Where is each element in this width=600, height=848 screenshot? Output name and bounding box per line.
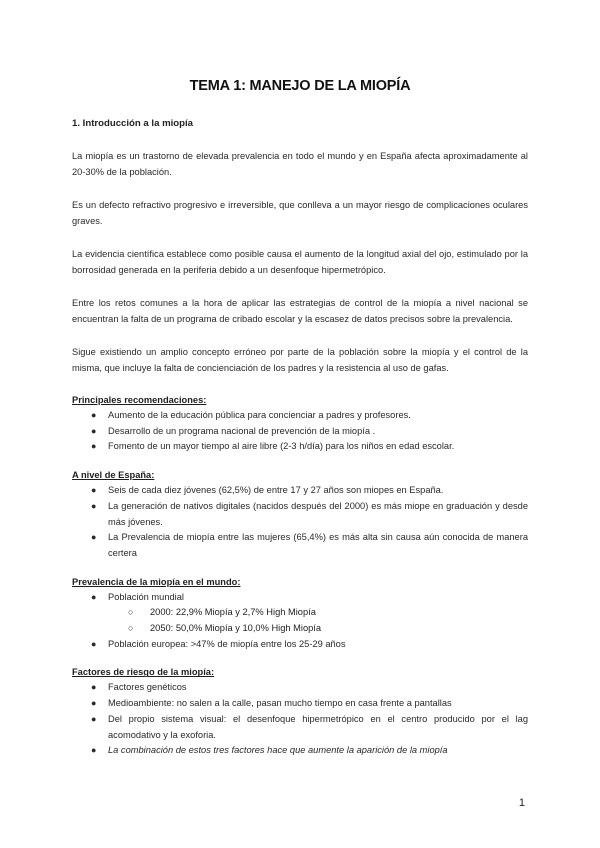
page-number: 1	[518, 797, 525, 809]
circle-bullet-icon: ○	[128, 607, 134, 618]
paragraph-prevalence: La miopía es un trastorno de elevada prevalencia en todo el mundo y en España afecta aproximadamente al 20-30% de la población.	[72, 151, 528, 177]
page-title: TEMA 1: MANEJO DE LA MIOPÍA	[189, 78, 411, 94]
paragraph-defect: Es un defecto refractivo progresivo e irreversible, que conlleva a un mayor riesgo de complicaciones oculares graves.	[72, 200, 528, 226]
list-item: ● La Prevalencia de miopía entre las mujeres (65,4%) es más alta sin causa aún conocida de manera certera	[91, 532, 528, 558]
world-list	[72, 590, 528, 606]
bullet-icon: ●	[91, 591, 97, 602]
bullet-icon: ●	[91, 441, 97, 452]
list-item: ● La combinación de estos tres factores hace que aumente la aparición de la miopía	[72, 743, 528, 759]
list-item: ● Seis de cada diez jóvenes (62,5%) de entre 17 y 27 años son miopes en España.	[72, 483, 528, 499]
bullet-icon: ●	[91, 682, 97, 693]
recommendations-list	[72, 408, 528, 455]
sub-list-item: ○ 2000: 22,9% Miopía y 2,7% High Miopía	[72, 605, 528, 621]
bullet-icon: ●	[91, 745, 97, 756]
list-item: ● Medioambiente: no salen a la calle, pasan mucho tiempo en casa frente a pantallas	[72, 696, 528, 712]
list-item: ● Población mundial	[72, 590, 528, 606]
spain-list	[72, 483, 528, 562]
risk-list	[72, 680, 528, 759]
subheading-spain: A nivel de España:	[72, 470, 155, 481]
circle-bullet-icon: ○	[128, 623, 134, 634]
bullet-icon: ●	[91, 500, 97, 511]
list-item: ● Del propio sistema visual: el desenfoque hipermetrópico en el centro producido por el lag acomodativo y la exoforia.	[91, 713, 528, 740]
subheading-world-prevalence: Prevalencia de la miopía en el mundo:	[72, 576, 241, 587]
world-sub-list	[72, 605, 528, 636]
section-heading-introduction: 1. Introducción a la miopía	[72, 118, 194, 129]
paragraph-evidence: La evidencia científica establece como posible causa el aumento de la longitud axial del ojo, estimulado por la borrosidad generada en la periferia debido a un desenfoque hipermetrópico.	[72, 249, 528, 275]
bullet-icon: ●	[91, 638, 97, 649]
paragraph-challenges: Entre los retos comunes a la hora de aplicar las estrategias de control de la miopía a nivel nacional se encuentran la falta de un programa de cribado escolar y la escasez de datos precisos sobre la prevalencia.	[72, 298, 528, 324]
subheading-risk-factors: Factores de riesgo de la miopía:	[72, 667, 215, 678]
bullet-icon: ●	[91, 410, 97, 420]
paragraph-misconception: Sigue existiendo un amplio concepto erróneo por parte de la población sobre la miopía y el control de la misma, que incluye la falta de concienciación de los padres y la resistencia al uso de gafas.	[72, 347, 528, 373]
list-item: ● Aumento de la educación pública para concienciar a padres y profesores.	[72, 408, 528, 424]
list-item: ● Factores genéticos	[72, 680, 528, 696]
bullet-icon: ●	[91, 713, 97, 724]
list-item: ● Población europea: >47% de miopía entre los 25-29 años	[72, 637, 528, 653]
list-item: ● Fomento de un mayor tiempo al aire libre (2-3 h/día) para los niños en edad escolar.	[72, 439, 528, 455]
list-item: ● La generación de nativos digitales (nacidos después del 2000) es más miope en graduación y desde más jóvenes.	[91, 500, 528, 527]
list-item: ● Desarrollo de un programa nacional de prevención de la miopía .	[72, 424, 528, 440]
bullet-icon: ●	[91, 698, 97, 709]
bullet-icon: ●	[91, 532, 97, 543]
sub-list-item: ○ 2050: 50,0% Miopía y 10,0% High Miopía	[72, 621, 528, 637]
subheading-recommendations: Principales recomendaciones:	[72, 395, 207, 405]
world-list-continued	[72, 637, 528, 653]
bullet-icon: ●	[91, 425, 97, 436]
bullet-icon: ●	[91, 485, 97, 496]
